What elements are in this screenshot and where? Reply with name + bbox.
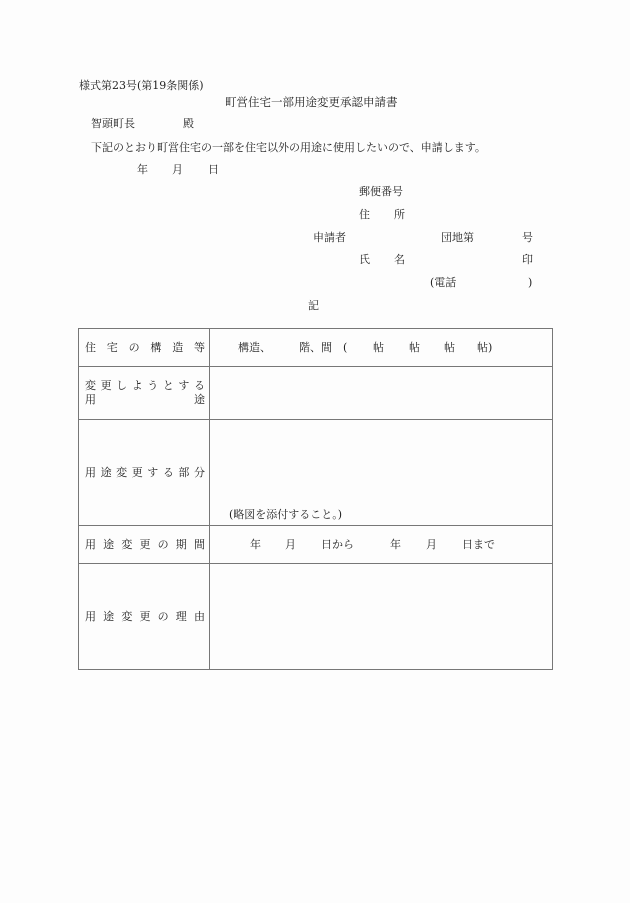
label-structure (79, 329, 210, 367)
label-char: す (178, 379, 190, 392)
label-char: す (147, 465, 159, 479)
complex-number-label: 号 (522, 231, 533, 244)
tatami-text: 帖 (409, 340, 420, 354)
form-number: 様式第23号(第19条関係) (79, 79, 204, 92)
to-day: 日まで (462, 537, 495, 551)
label-char: 由 (193, 609, 205, 623)
date-day: 日 (208, 163, 219, 176)
label-char: 更 (131, 465, 143, 479)
label-period (79, 526, 210, 564)
sketch-note: (略図を添付すること。) (229, 508, 343, 521)
label-char: 途 (103, 537, 115, 551)
label-intended-use (79, 367, 210, 420)
label-char: の (157, 537, 169, 551)
rooms-text: 間 (321, 340, 332, 354)
period-field[interactable] (210, 526, 553, 564)
label-char: 宅 (106, 340, 118, 354)
label-char: と (162, 379, 174, 392)
from-year: 年 (250, 537, 261, 551)
addressee-honorific: 殿 (183, 117, 194, 130)
label-char: 途 (194, 393, 205, 406)
label-char: よ (131, 379, 143, 392)
intended-use-field[interactable] (210, 367, 553, 420)
table-row-changed-part (79, 420, 553, 526)
label-char: 途 (103, 609, 115, 623)
label-char: 造 (172, 340, 184, 354)
paren-open: ( (343, 340, 348, 354)
date-month: 月 (172, 163, 183, 176)
label-char: 分 (193, 465, 205, 479)
label-char: 更 (100, 379, 112, 392)
label-char: る (193, 379, 205, 392)
label-char: 構 (150, 340, 162, 354)
label-char: 間 (193, 537, 205, 551)
address-label-1: 住 (359, 208, 370, 221)
table-row-period (79, 526, 553, 564)
document-title: 町営住宅一部用途変更承認申請書 (225, 95, 398, 109)
statement-text: 下記のとおり町営住宅の一部を住宅以外の用途に使用したいので、申請します。 (91, 141, 486, 154)
addressee-name: 智頭町長 (91, 117, 135, 130)
tatami-text: 帖 (444, 340, 455, 354)
name-label-1: 氏 (359, 253, 370, 266)
phone-close: ) (528, 276, 533, 289)
to-month: 月 (426, 537, 437, 551)
name-label-2: 名 (394, 253, 405, 266)
label-char: 更 (139, 537, 151, 551)
label-char: 用 (85, 609, 96, 623)
applicant-label: 申請者 (313, 231, 346, 244)
structure-text: 構造、 (238, 340, 271, 354)
label-char: 等 (193, 340, 205, 354)
tatami-text: 帖) (477, 340, 493, 354)
label-char: 用 (85, 465, 96, 479)
label-char: う (147, 379, 159, 392)
label-changed-part (79, 420, 210, 526)
from-month: 月 (285, 537, 296, 551)
label-char: 変 (85, 379, 96, 392)
from-day: 日から (321, 537, 354, 551)
application-table (78, 328, 553, 670)
label-char: し (116, 379, 128, 392)
label-char: 更 (139, 609, 151, 623)
reason-field[interactable] (210, 564, 553, 670)
address-label-2: 所 (394, 208, 405, 221)
label-char: 用 (85, 537, 96, 551)
complex-label: 団地第 (441, 231, 474, 244)
tatami-text: 帖 (373, 340, 384, 354)
label-reason (79, 564, 210, 670)
structure-field[interactable] (210, 329, 553, 367)
label-char: の (128, 340, 140, 354)
label-char: 途 (100, 465, 112, 479)
label-char: る (162, 465, 174, 479)
to-year: 年 (390, 537, 401, 551)
changed-part-field[interactable] (210, 420, 553, 526)
postal-code-label: 郵便番号 (359, 185, 403, 198)
ki-label: 記 (308, 299, 319, 312)
label-char: 変 (121, 609, 133, 623)
label-char: 部 (178, 465, 190, 479)
label-char: 住 (85, 340, 96, 354)
label-char: の (157, 609, 169, 623)
table-row-structure (79, 329, 553, 367)
table-row-intended-use (79, 367, 553, 420)
label-char: 用 (85, 393, 96, 406)
label-char: 変 (121, 537, 133, 551)
table-row-reason (79, 564, 553, 670)
label-char: 理 (175, 609, 187, 623)
label-char: 期 (175, 537, 187, 551)
phone-open: (電話 (430, 276, 457, 289)
label-char: 変 (116, 465, 128, 479)
seal-label: 印 (522, 253, 533, 266)
date-year: 年 (137, 163, 148, 176)
floors-text: 階、 (299, 340, 321, 354)
